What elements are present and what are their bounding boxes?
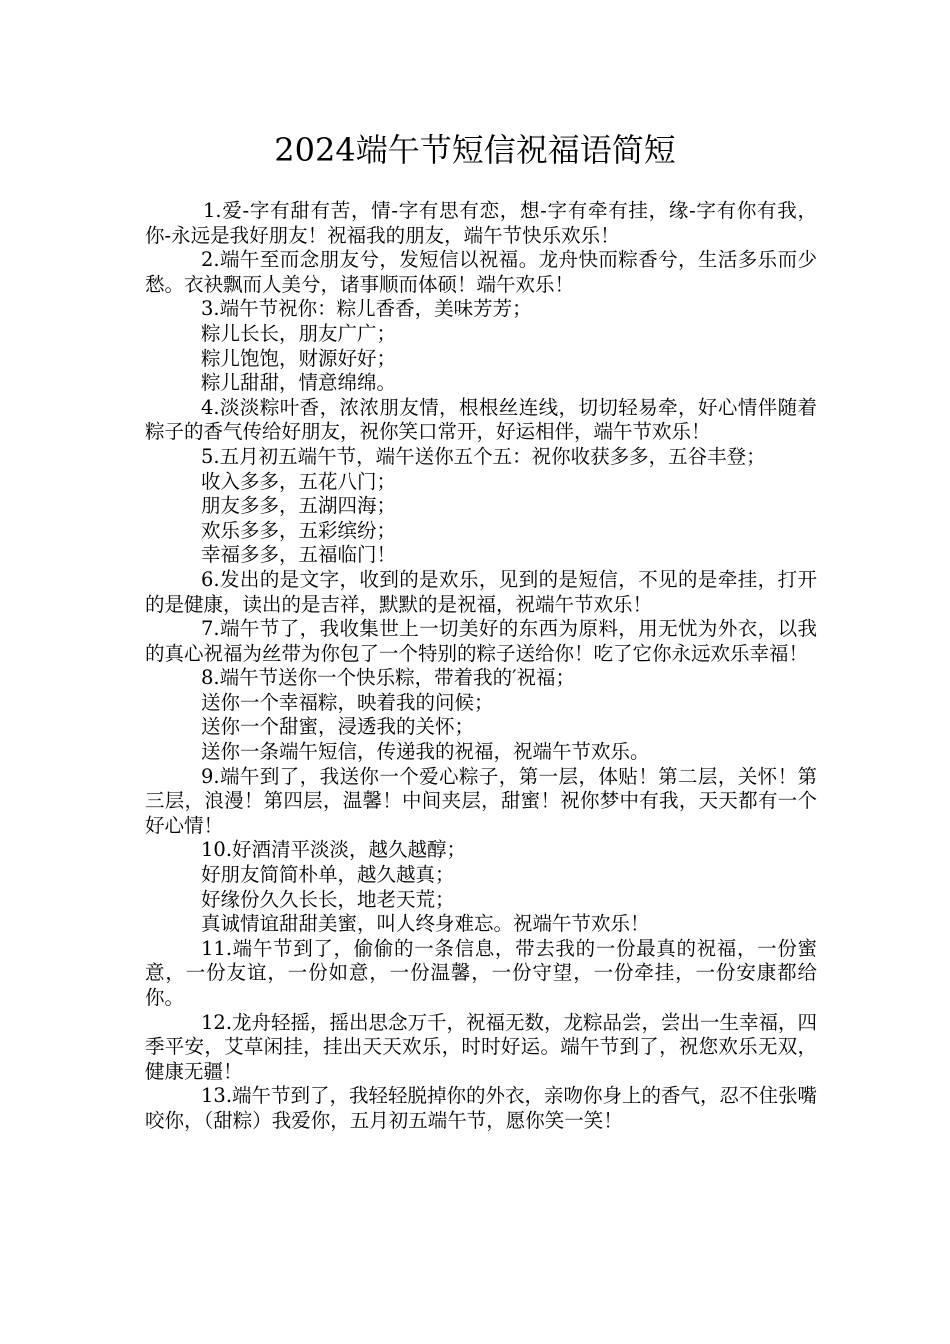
paragraph-5-line-3: 朋友多多，五湖四海； <box>201 494 397 518</box>
paragraph-3: 3.端午节祝你：粽儿香香，美味芳芳； <box>201 297 532 321</box>
paragraph-8-line-4: 送你一条端午短信，传递我的祝福，祝端午节欢乐。 <box>201 740 650 764</box>
paragraph-5-line-5: 幸福多多，五福临门！ <box>201 543 397 567</box>
paragraph-12: 12.龙舟轻摇，摇出思念万千，祝福无数，龙粽品尝，尝出一生幸福，四季平安，艾草闲挂，挂出天天欢乐，时时好运。端午节到了，祝您欢乐无双，健康无疆！ <box>145 1010 818 1083</box>
paragraph-1: 1.爱-字有甜有苦，情-字有思有恋，想-字有牵有挂，缘-字有你有我，你-永远是我好朋友！祝福我的朋友，端午节快乐欢乐！ <box>145 199 817 247</box>
paragraph-13: 13.端午节到了，我轻轻脱掉你的外衣，亲吻你身上的香气，忍不住张嘴咬你，（甜粽）我爱你，五月初五端午节，愿你笑一笑！ <box>145 1084 818 1132</box>
paragraph-3-line-3: 粽儿饱饱，财源好好； <box>201 346 397 370</box>
document-title: 2024端午节短信祝福语简短 <box>274 131 676 169</box>
paragraph-3-line-4: 粽儿甜甜，情意绵绵。 <box>201 371 397 395</box>
document-body <box>145 199 817 1134</box>
paragraph-10-line-2: 好朋友简简朴单，越久越真； <box>201 863 455 887</box>
paragraph-5-line-4: 欢乐多多，五彩缤纷； <box>201 518 397 542</box>
paragraph-7: 7.端午节了，我收集世上一切美好的东西为原料，用无忧为外衣，以我的真心祝福为丝带为你包了一个特别的粽子送给你！吃了它你永远欢乐幸福！ <box>145 617 817 665</box>
paragraph-5-line-2: 收入多多，五花八门； <box>201 469 397 493</box>
paragraph-4: 4.淡淡粽叶香，浓浓朋友情，根根丝连线，切切轻易牵，好心情伴随着粽子的香气传给好朋友，祝你笑口常开，好运相伴，端午节欢乐！ <box>145 395 817 444</box>
paragraph-8: 8.端午节送你一个快乐粽，带着我的′祝福； <box>201 666 576 690</box>
paragraph-5: 5.五月初五端午节，端午送你五个五：祝你收获多多，五谷丰登； <box>201 444 766 468</box>
paragraph-10: 10.好酒清平淡淡，越久越醇； <box>201 838 467 862</box>
paragraph-8-line-3: 送你一个甜蜜，浸透我的关怀； <box>201 715 475 739</box>
paragraph-3-line-2: 粽儿长长，朋友广广； <box>201 321 397 345</box>
paragraph-10-line-4: 真诚情谊甜甜美蜜，叫人终身难忘。祝端午节欢乐！ <box>201 912 650 936</box>
paragraph-6: 6.发出的是文字，收到的是欢乐，见到的是短信，不见的是牵挂，打开的是健康，读出的是吉祥，默默的是祝福，祝端午节欢乐！ <box>145 567 817 616</box>
paragraph-2: 2.端午至而念朋友兮，发短信以祝福。龙舟快而粽香兮，生活多乐而少愁。衣袂飘而人美兮，诸事顺而体硕！端午欢乐！ <box>145 248 817 296</box>
paragraph-11: 11.端午节到了，偷偷的一条信息，带去我的一份最真的祝福，一份蜜意，一份友谊，一份如意，一份温馨，一份守望，一份牵挂，一份安康都给你。 <box>145 936 817 1009</box>
paragraph-8-line-2: 送你一个幸福粽，映着我的问候； <box>201 690 494 714</box>
paragraph-9: 9.端午到了，我送你一个爱心粽子，第一层，体贴！第二层，关怀！第三层，浪漫！第四层，温馨！中间夹层，甜蜜！祝你梦中有我，天天都有一个好心情！ <box>145 764 817 837</box>
paragraph-10-line-3: 好缘份久久长长，地老天荒； <box>201 887 455 911</box>
